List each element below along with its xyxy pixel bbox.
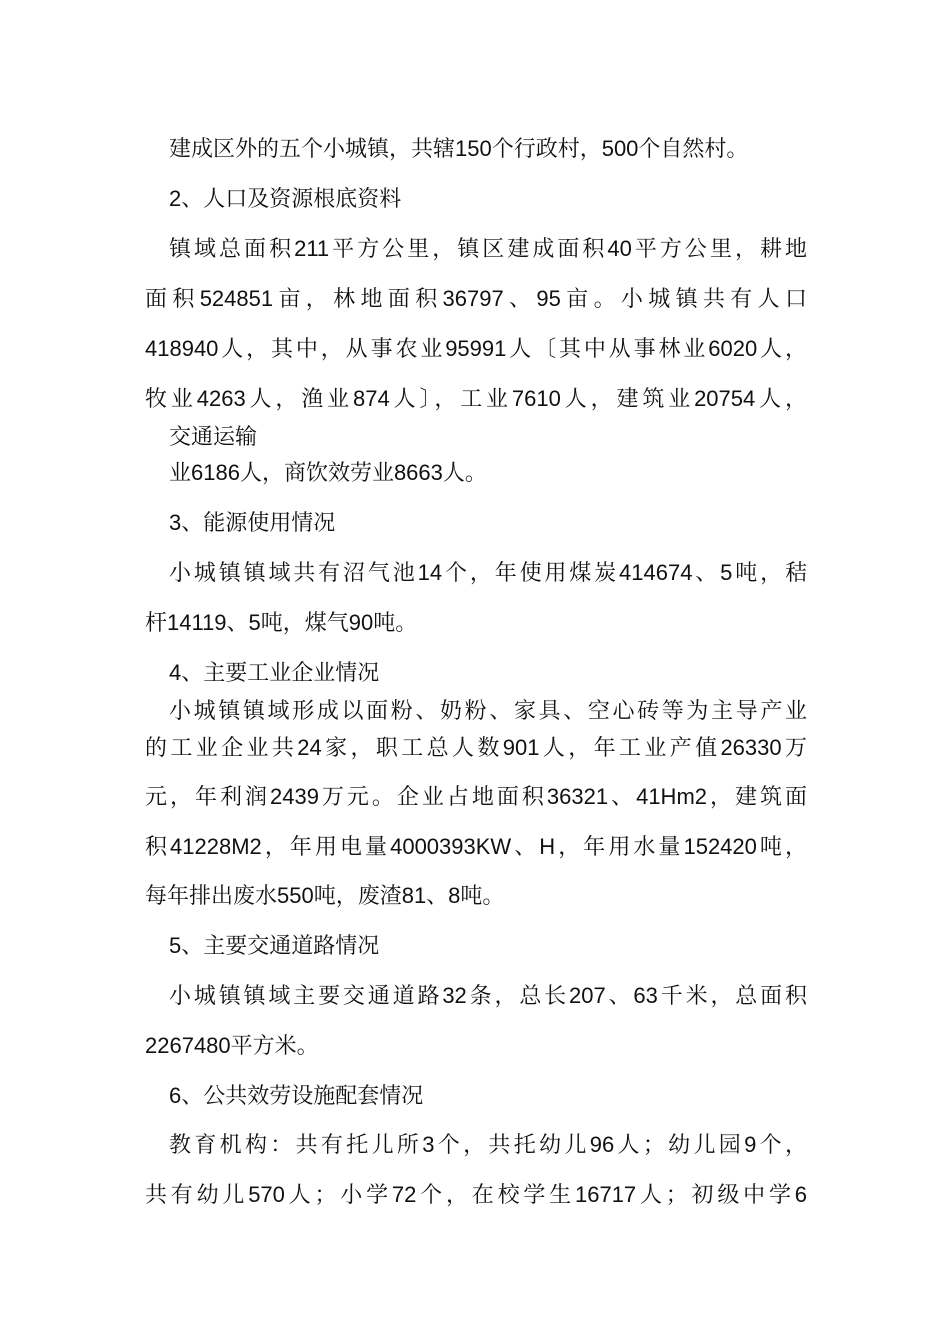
- text-line: 的工业企业共24家，职工总人数901人，年工业产值26330万: [145, 735, 807, 760]
- section-heading: 4、主要工业企业情况: [169, 660, 380, 685]
- section-heading: 5、主要交通道路情况: [169, 933, 380, 958]
- text-line: 每年排出废水550吨，废渣81、8吨。: [145, 883, 505, 908]
- text-line: 建成区外的五个小城镇，共辖150个行政村，500个自然村。: [169, 136, 749, 161]
- text-line: 元，年利润2439万元。企业占地面积36321、41Hm2，建筑面: [145, 784, 807, 809]
- text-line: 小城镇镇域主要交通道路32条，总长207、63千米，总面积: [169, 983, 807, 1008]
- text-line: 牧业4263人，渔业874人〕，工业7610人，建筑业20754人，: [145, 386, 807, 411]
- text-line: 共有幼儿570人；小学72个，在校学生16717人；初级中学6: [145, 1182, 807, 1207]
- text-line: 小城镇镇域共有沼气池14个，年使用煤炭414674、5吨，秸: [169, 560, 807, 585]
- text-line: 418940人，其中，从事农业95991人〔其中从事林业6020人，: [145, 336, 807, 361]
- text-line: 教育机构：共有托儿所3个，共托幼儿96人；幼儿园9个，: [169, 1132, 807, 1157]
- text-line: 业6186人，商饮效劳业8663人。: [169, 460, 487, 485]
- text-line: 镇域总面积211平方公里，镇区建成面积40平方公里，耕地: [169, 236, 807, 261]
- text-line: 积41228M2，年用电量4000393KW、H，年用水量152420吨，: [145, 834, 807, 859]
- section-heading: 6、公共效劳设施配套情况: [169, 1083, 424, 1108]
- section-heading: 3、能源使用情况: [169, 510, 336, 535]
- section-heading: 2、人口及资源根底资料: [169, 186, 402, 211]
- text-line: 2267480平方米。: [145, 1033, 319, 1058]
- text-line: 小城镇镇域形成以面粉、奶粉、家具、空心砖等为主导产业: [169, 698, 807, 723]
- text-line: 面积524851亩，林地面积36797、95亩。小城镇共有人口: [145, 286, 807, 311]
- text-line: 杆14119、5吨，煤气90吨。: [145, 610, 418, 635]
- text-line: 交通运输: [169, 424, 258, 449]
